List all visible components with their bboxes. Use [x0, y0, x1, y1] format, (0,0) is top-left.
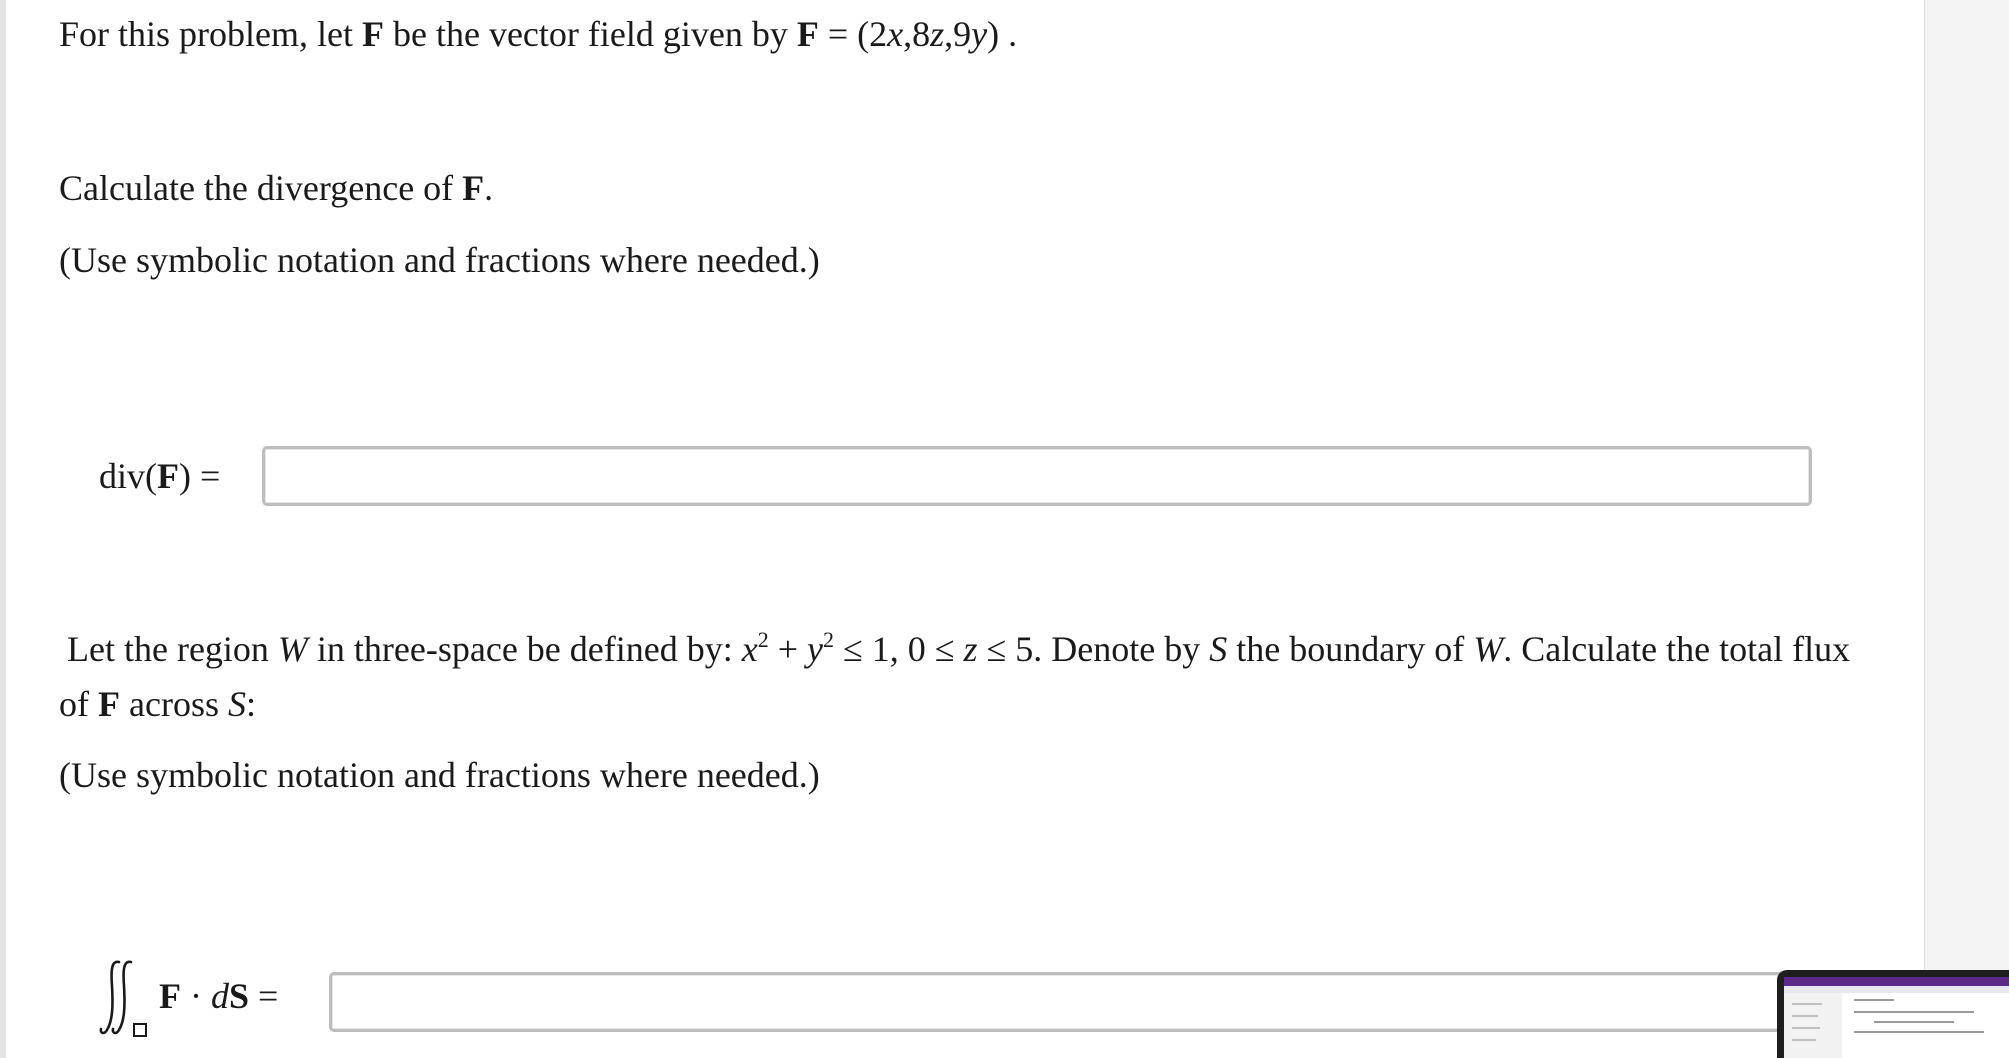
thumbnail-line — [1854, 999, 1894, 1001]
thumbnail-line — [1792, 1015, 1818, 1017]
thumbnail-line — [1792, 1027, 1820, 1029]
thumbnail-toolbar — [1784, 977, 2009, 986]
divergence-label: div(F) = — [99, 456, 221, 496]
flux-input[interactable] — [329, 972, 1812, 1032]
thumbnail-content — [1784, 977, 2009, 1058]
region-description-cont: of F across S: — [59, 684, 256, 724]
thumbnail-line — [1854, 1011, 1974, 1013]
hint-text: (Use symbolic notation and fractions where needed.) — [59, 755, 820, 795]
flux-label: F · dS = — [159, 976, 279, 1016]
region-description: Let the region W in three-space be defined by: $x^2 + y^2 \le 1$, 0 ≤ z ≤ 5. Denote by S the boundary of W. Calculate the total flux — [67, 627, 1851, 669]
thumbnail-tabs — [1784, 986, 2009, 993]
divergence-input[interactable] — [262, 446, 1812, 506]
hint-text: (Use symbolic notation and fractions where needed.) — [59, 240, 820, 280]
thumbnail-line — [1874, 1021, 1954, 1023]
thumbnail-line — [1792, 1039, 1816, 1041]
page-gutter — [1924, 0, 2009, 1058]
problem-intro: For this problem, let F be the vector field given by F = (2x,8z,9y) . — [59, 14, 1018, 54]
double-integral-icon — [99, 956, 155, 1038]
task-divergence: Calculate the divergence of F. — [59, 168, 494, 208]
window-thumbnail[interactable] — [1777, 970, 2009, 1058]
thumbnail-line — [1792, 1003, 1822, 1005]
thumbnail-line — [1854, 1031, 1984, 1033]
